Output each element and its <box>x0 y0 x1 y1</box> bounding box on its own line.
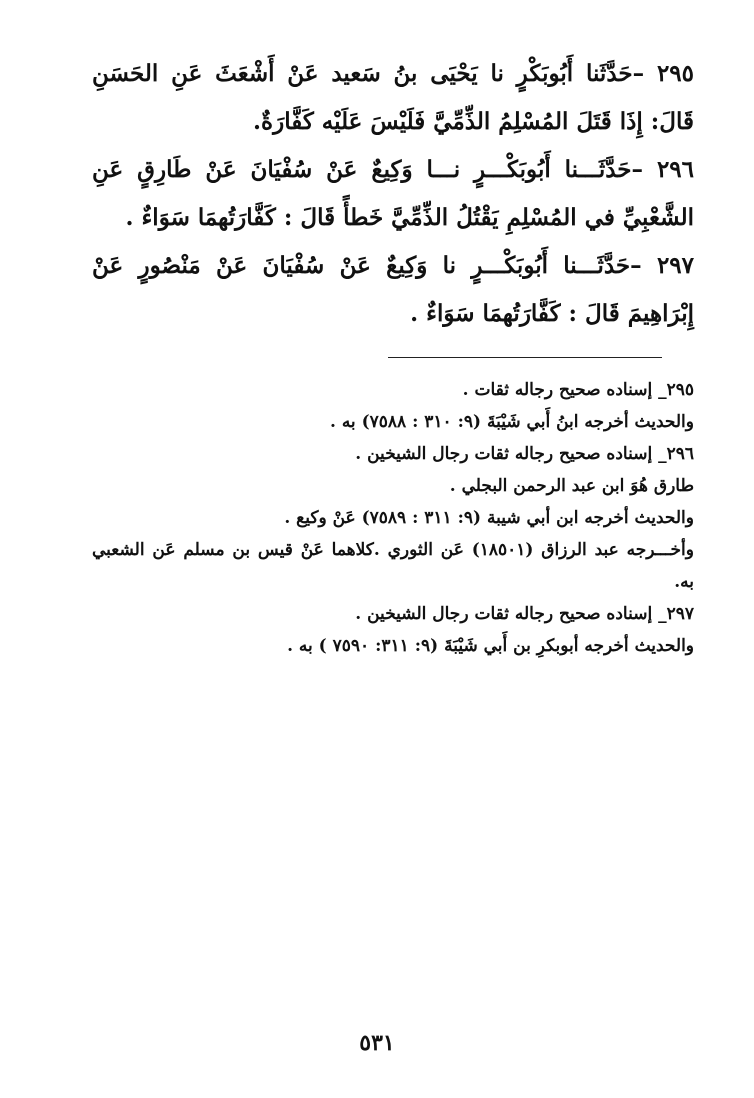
footnote-296-takhrij-2: وأخـــرجه عبد الرزاق (١٨٥٠١) عَن الثوري .كلاهما عَنْ قيس بن مسلم عَن الشعبي به. <box>92 540 694 592</box>
hadith-295: ٢٩٥ –حَدَّثَنا أَبُوبَكْرٍ نا يَحْيَى بنُ سَعيد عَنْ أَشْعَثَ عَنِ الحَسَنِ قَالَ: إِذَا قَتَلَ المُسْلِمُ الذِّمِّيَّ فَلَيْسَ عَلَيْه كَفَّارَةٌ. <box>92 60 694 135</box>
footnote-296-takhrij: والحديث أخرجه ابن أبي شيبة (٩: ٣١١ : ٧٥٨٩) عَنْ وكيع . <box>284 508 694 528</box>
page-number: ٥٣١ <box>359 1030 395 1056</box>
footnote-297-isnad: ٢٩٧_ إسناده صحيح رجاله ثقات رجال الشيخين . <box>355 604 694 624</box>
hadith-296: ٢٩٦ –حَدَّثَـــنا أَبُوبَكْـــرٍ نـــا وَكِيعٌ عَنْ سُفْيَانَ عَنْ طَارِقٍ عَنِ الشَّعْبِيِّ في المُسْلِمِ يَقْتُلُ الذِّمِّيَّ خَطأً قَالَ : كَفَّارَتُهمَا سَوَاءٌ . <box>92 156 694 231</box>
footnote-297-takhrij: والحديث أخرجه أبوبكرِ بن أَبي شَيْبَةَ (٩: ٣١١: ٧٥٩٠ ) به . <box>287 636 694 656</box>
hadith-297: ٢٩٧ –حَدَّثَـــنا أَبُوبَكْـــرٍ نا وَكِيعٌ عَنْ سُفْيَانَ عَنْ مَنْصُورٍ عَنْ إِبْرَاهِيمَ قَالَ : كَفَّارَتُهمَا سَوَاءٌ . <box>92 252 694 327</box>
footnote-divider <box>388 357 662 358</box>
footnote-296-isnad: ٢٩٦_ إسناده صحيح رجاله ثقات رجال الشيخين . <box>355 444 694 464</box>
footnote-296-tariq: طارق هُوَ ابن عبد الرحمن البجلي . <box>449 476 694 496</box>
footnote-295-takhrij: والحديث أخرجه ابنُ أَبي شَيْبَةَ (٩: ٣١٠ : ٧٥٨٨) به . <box>329 412 694 432</box>
footnotes-block <box>92 374 694 662</box>
hadith-text-block <box>92 50 694 338</box>
footnote-295-isnad: ٢٩٥_ إسناده صحيح رجاله ثقات . <box>462 380 694 400</box>
